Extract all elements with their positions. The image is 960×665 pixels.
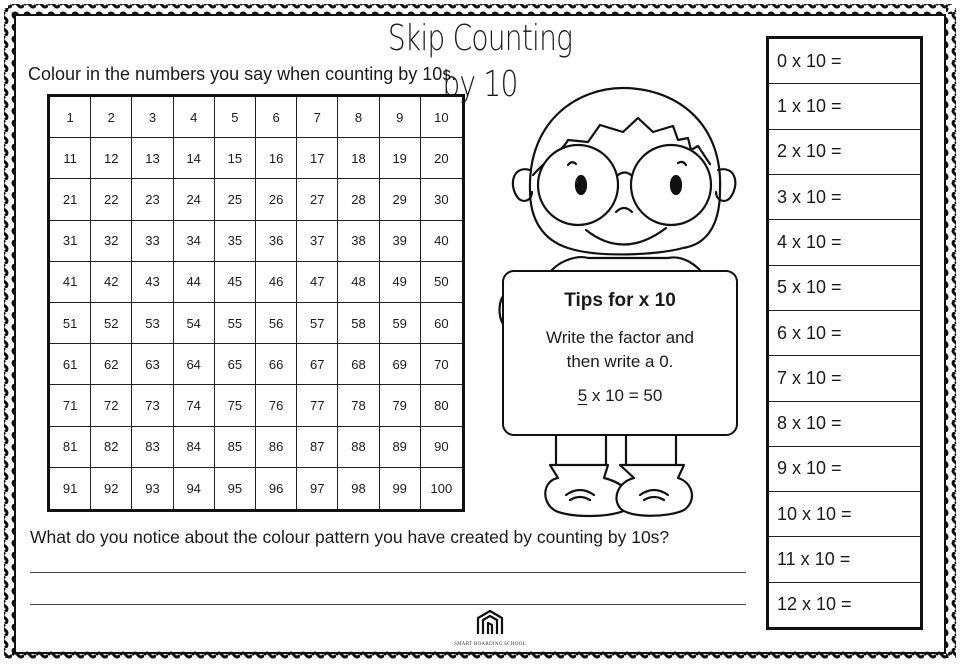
grid-cell[interactable]: 84 <box>174 427 215 468</box>
grid-cell[interactable]: 19 <box>380 138 421 179</box>
fact-row[interactable]: 10 x 10 = <box>769 492 920 537</box>
grid-cell[interactable]: 20 <box>421 138 462 179</box>
grid-cell[interactable]: 8 <box>338 97 379 138</box>
grid-cell[interactable]: 11 <box>50 138 91 179</box>
grid-cell[interactable]: 16 <box>256 138 297 179</box>
grid-cell[interactable]: 5 <box>215 97 256 138</box>
instruction-text: Colour in the numbers you say when counting by 10s. <box>28 64 457 84</box>
grid-cell[interactable]: 28 <box>338 179 379 220</box>
fact-row[interactable]: 6 x 10 = <box>769 311 920 356</box>
grid-cell[interactable]: 77 <box>297 385 338 426</box>
grid-cell[interactable]: 90 <box>421 427 462 468</box>
reflection-question: What do you notice about the colour pattern you have created by counting by 10s? <box>30 527 670 547</box>
grid-cell[interactable]: 62 <box>91 344 132 385</box>
grid-cell[interactable]: 46 <box>256 262 297 303</box>
grid-cell[interactable]: 78 <box>338 385 379 426</box>
grid-cell[interactable]: 40 <box>421 221 462 262</box>
fact-row[interactable]: 9 x 10 = <box>769 447 920 492</box>
grid-cell[interactable]: 43 <box>132 262 173 303</box>
grid-cell[interactable]: 9 <box>380 97 421 138</box>
grid-cell[interactable]: 48 <box>338 262 379 303</box>
grid-cell[interactable]: 21 <box>50 179 91 220</box>
grid-cell[interactable]: 29 <box>380 179 421 220</box>
grid-cell[interactable]: 41 <box>50 262 91 303</box>
grid-cell[interactable]: 68 <box>338 344 379 385</box>
page-title: Skip Counting by 10 <box>387 18 573 105</box>
grid-cell[interactable]: 92 <box>91 468 132 509</box>
grid-cell[interactable]: 10 <box>421 97 462 138</box>
grid-cell[interactable]: 44 <box>174 262 215 303</box>
fact-row[interactable]: 12 x 10 = <box>777 594 852 615</box>
grid-cell[interactable]: 23 <box>132 179 173 220</box>
grid-cell[interactable]: 12 <box>91 138 132 179</box>
fact-row[interactable]: 4 x 10 = <box>769 220 920 265</box>
grid-cell[interactable]: 6 <box>256 97 297 138</box>
grid-cell[interactable]: 33 <box>132 221 173 262</box>
grid-cell[interactable]: 57 <box>297 303 338 344</box>
grid-cell[interactable]: 53 <box>132 303 173 344</box>
tip-title: Tips for x 10 <box>564 290 676 311</box>
grid-cell[interactable]: 98 <box>338 468 379 509</box>
tip-line-1: Write the factor and <box>545 328 695 347</box>
grid-cell[interactable]: 97 <box>297 468 338 509</box>
tip-sign <box>502 270 738 436</box>
grid-cell[interactable]: 4 <box>174 97 215 138</box>
grid-cell[interactable]: 54 <box>174 303 215 344</box>
grid-cell[interactable]: 66 <box>256 344 297 385</box>
grid-cell[interactable]: 96 <box>256 468 297 509</box>
grid-cell[interactable]: 27 <box>297 179 338 220</box>
grid-cell[interactable]: 87 <box>297 427 338 468</box>
grid-cell[interactable]: 32 <box>91 221 132 262</box>
grid-cell[interactable]: 95 <box>215 468 256 509</box>
grid-cell[interactable]: 61 <box>50 344 91 385</box>
grid-cell[interactable]: 39 <box>380 221 421 262</box>
hundreds-chart <box>47 94 465 512</box>
grid-cell[interactable]: 31 <box>50 221 91 262</box>
grid-cell[interactable]: 79 <box>380 385 421 426</box>
grid-cell[interactable]: 58 <box>338 303 379 344</box>
grid-cell[interactable]: 86 <box>256 427 297 468</box>
grid-cell[interactable]: 60 <box>421 303 462 344</box>
grid-cell[interactable]: 94 <box>174 468 215 509</box>
tip-example-factor: 5 <box>577 386 588 405</box>
grid-cell[interactable]: 99 <box>380 468 421 509</box>
fact-row[interactable]: 3 x 10 = <box>769 175 920 220</box>
grid-cell[interactable]: 37 <box>297 221 338 262</box>
grid-cell[interactable]: 72 <box>91 385 132 426</box>
grid-cell[interactable]: 50 <box>421 262 462 303</box>
grid-cell[interactable]: 63 <box>132 344 173 385</box>
grid-cell[interactable]: 76 <box>256 385 297 426</box>
grid-cell[interactable]: 26 <box>256 179 297 220</box>
grid-cell[interactable]: 1 <box>50 97 91 138</box>
grid-cell[interactable]: 65 <box>215 344 256 385</box>
fact-row[interactable]: 1 x 10 = <box>769 84 920 129</box>
grid-cell[interactable]: 59 <box>380 303 421 344</box>
tip-example-rest: x 10 = 50 <box>587 386 663 405</box>
grid-cell[interactable]: 100 <box>430 480 453 496</box>
grid-cell[interactable]: 36 <box>256 221 297 262</box>
grid-cell[interactable]: 71 <box>50 385 91 426</box>
grid-cell[interactable]: 49 <box>380 262 421 303</box>
grid-cell[interactable]: 34 <box>174 221 215 262</box>
grid-cell[interactable]: 82 <box>91 427 132 468</box>
grid-cell[interactable]: 83 <box>132 427 173 468</box>
grid-cell[interactable]: 88 <box>338 427 379 468</box>
fact-row[interactable]: 11 x 10 = <box>769 537 920 582</box>
grid-cell[interactable]: 75 <box>215 385 256 426</box>
grid-cell[interactable]: 17 <box>297 138 338 179</box>
grid-cell[interactable]: 85 <box>215 427 256 468</box>
grid-cell[interactable]: 69 <box>380 344 421 385</box>
school-logo <box>440 608 540 648</box>
grid-cell[interactable]: 81 <box>50 427 91 468</box>
grid-cell[interactable]: 2 <box>91 97 132 138</box>
tip-line-2: then write a 0. <box>566 352 674 371</box>
grid-cell[interactable]: 93 <box>132 468 173 509</box>
fact-row[interactable]: 8 x 10 = <box>769 402 920 447</box>
grid-cell[interactable]: 3 <box>132 97 173 138</box>
grid-cell[interactable]: 52 <box>91 303 132 344</box>
grid-cell[interactable]: 89 <box>380 427 421 468</box>
grid-cell[interactable]: 42 <box>91 262 132 303</box>
grid-cell[interactable]: 91 <box>50 468 91 509</box>
grid-cell[interactable]: 25 <box>215 179 256 220</box>
fact-row[interactable]: 7 x 10 = <box>769 356 920 401</box>
grid-cell[interactable]: 56 <box>256 303 297 344</box>
grid-cell[interactable]: 38 <box>338 221 379 262</box>
multiplication-facts-column <box>766 36 923 630</box>
grid-cell[interactable]: 14 <box>174 138 215 179</box>
grid-cell[interactable]: 45 <box>215 262 256 303</box>
grid-cell[interactable]: 35 <box>215 221 256 262</box>
grid-cell[interactable]: 80 <box>421 385 462 426</box>
grid-cell[interactable]: 73 <box>132 385 173 426</box>
grid-cell[interactable]: 67 <box>297 344 338 385</box>
grid-cell[interactable]: 13 <box>132 138 173 179</box>
grid-cell[interactable]: 22 <box>91 179 132 220</box>
fact-row[interactable]: 2 x 10 = <box>769 130 920 175</box>
tip-example <box>504 386 736 406</box>
grid-cell[interactable]: 30 <box>421 179 462 220</box>
school-building-icon <box>475 608 505 636</box>
grid-cell[interactable]: 15 <box>215 138 256 179</box>
grid-cell[interactable]: 70 <box>421 344 462 385</box>
grid-cell[interactable]: 51 <box>50 303 91 344</box>
grid-cell[interactable]: 7 <box>297 97 338 138</box>
grid-cell[interactable]: 24 <box>174 179 215 220</box>
fact-row[interactable]: 5 x 10 = <box>769 266 920 311</box>
logo-text: SMART BOARDING SCHOOL <box>453 642 527 647</box>
grid-cell[interactable]: 18 <box>338 138 379 179</box>
fact-row[interactable]: 0 x 10 = <box>769 39 920 84</box>
answer-line-2[interactable] <box>30 604 746 605</box>
grid-cell[interactable]: 74 <box>174 385 215 426</box>
grid-cell[interactable]: 55 <box>215 303 256 344</box>
grid-cell[interactable]: 47 <box>297 262 338 303</box>
answer-line-1[interactable] <box>30 572 746 573</box>
grid-cell[interactable]: 64 <box>174 344 215 385</box>
